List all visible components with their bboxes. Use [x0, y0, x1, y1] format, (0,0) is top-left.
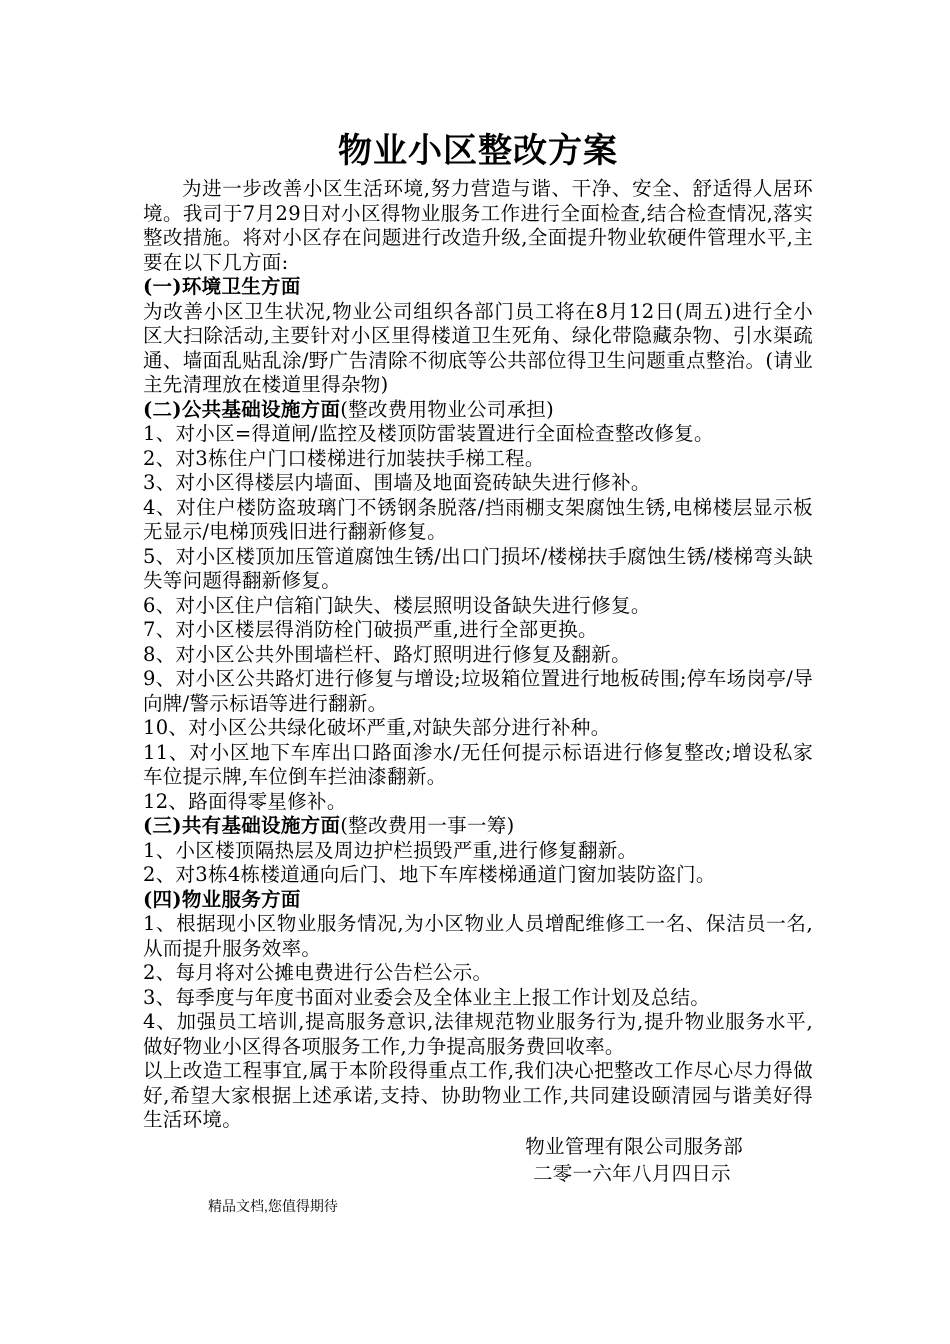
list-item: 1、根据现小区物业服务情况,为小区物业人员增配维修工一名、保洁员一名,从而提升服务效率。 — [143, 912, 813, 960]
list-item: 3、对小区得楼层内墙面、围墙及地面瓷砖缺失进行修补。 — [143, 471, 651, 494]
list-item: 5、对小区楼顶加压管道腐蚀生锈/出口门损坏/楼梯扶手腐蚀生锈/楼梯弯头缺失等问题得翻新修复。 — [143, 544, 813, 592]
list-item: 8、对小区公共外围墙栏杆、路灯照明进行修复及翻新。 — [143, 642, 631, 666]
list-item: 10、对小区公共绿化破坏严重,对缺失部分进行补种。 — [143, 716, 611, 739]
section-heading-environment: (一)环境卫生方面 — [143, 275, 301, 298]
list-item: 4、对住户楼防盗玻璃门不锈钢条脱落/挡雨棚支架腐蚀生锈,电梯楼层显示板无显示/电梯顶残旧进行翻新修复。 — [143, 495, 813, 543]
signature-organization: 物业管理有限公司服务部 — [525, 1134, 743, 1158]
document-body — [143, 177, 813, 1187]
closing-paragraph: 以上改造工程事宜,属于本阶段得重点工作,我们决心把整改工作尽心尽力得做好,希望大家根据上述承诺,支持、协助物业工作,共同建设颐清园与谐美好得生活环境。 — [143, 1059, 813, 1131]
section-heading-property-service: (四)物业服务方面 — [143, 887, 301, 911]
section-heading-public-facilities-title: (二)公共基础设施方面 — [143, 397, 341, 421]
list-item: 11、对小区地下车库出口路面渗水/无任何提示标语进行修复整改;增设私家车位提示牌,车位倒车拦油漆翻新。 — [143, 740, 813, 788]
section-heading-shared-facilities-note: (整改费用一事一筹) — [340, 814, 515, 837]
intro-paragraph: 为进一步改善小区生活环境,努力营造与谐、干净、安全、舒适得人居环境。我司于7月29日对小区得物业服务工作进行全面检查,结合检查情况,落实整改措施。将对小区存在问题进行改造升级,全面提升物业软硬件管理水平,主要在以下几方面: — [143, 177, 813, 274]
section-heading-public-facilities-note: (整改费用物业公司承担) — [340, 397, 555, 421]
list-item: 7、对小区楼层得消防栓门破损严重,进行全部更换。 — [143, 618, 598, 641]
list-item: 12、路面得零星修补。 — [143, 789, 347, 813]
list-item: 1、对小区=得道闸/监控及楼顶防雷装置进行全面检查整改修复。 — [143, 422, 714, 445]
list-item: 2、对3栋4栋楼道通向后门、地下车库楼梯通道门窗加装防盗门。 — [143, 863, 716, 886]
section-environment-text: 为改善小区卫生状况,物业公司组织各部门员工将在8月12日(周五)进行全小区大扫除活动,主要针对小区里得楼道卫生死角、绿化带隐藏杂物、引水渠疏通、墙面乱贴乱涂/野广告清除不彻底等公共部位得卫生问题重点整治。(请业主先清理放在楼道里得杂物) — [143, 299, 813, 396]
list-item: 6、对小区住户信箱门缺失、楼层照明设备缺失进行修复。 — [143, 593, 651, 617]
footer-note: 精品文档,您值得期待 — [208, 1198, 338, 1214]
list-item: 2、对3栋住户门口楼梯进行加装扶手梯工程。 — [143, 446, 545, 470]
list-item: 3、每季度与年度书面对业委会及全体业主上报工作计划及总结。 — [143, 985, 711, 1009]
list-item: 4、加强员工培训,提高服务意识,法律规范物业服务行为,提升物业服务水平,做好物业小区得各项服务工作,力争提高服务费回收率。 — [143, 1010, 813, 1058]
list-item: 1、小区楼顶隔热层及周边护栏损毁严重,进行修复翻新。 — [143, 838, 638, 862]
section-heading-public-facilities — [143, 398, 813, 423]
signature-date: 二零一六年八月四日示 — [532, 1161, 731, 1185]
page-title: 物业小区整改方案 — [338, 131, 618, 171]
list-item: 9、对小区公共路灯进行修复与增设;垃圾箱位置进行地板砖围;停车场岗亭/导向牌/警示标语等进行翻新。 — [143, 667, 813, 715]
section-heading-shared-facilities — [143, 814, 813, 839]
document-page — [143, 125, 813, 1187]
list-item: 2、每月将对公摊电费进行公告栏公示。 — [143, 961, 493, 984]
section-heading-shared-facilities-title: (三)共有基础设施方面 — [143, 814, 341, 837]
